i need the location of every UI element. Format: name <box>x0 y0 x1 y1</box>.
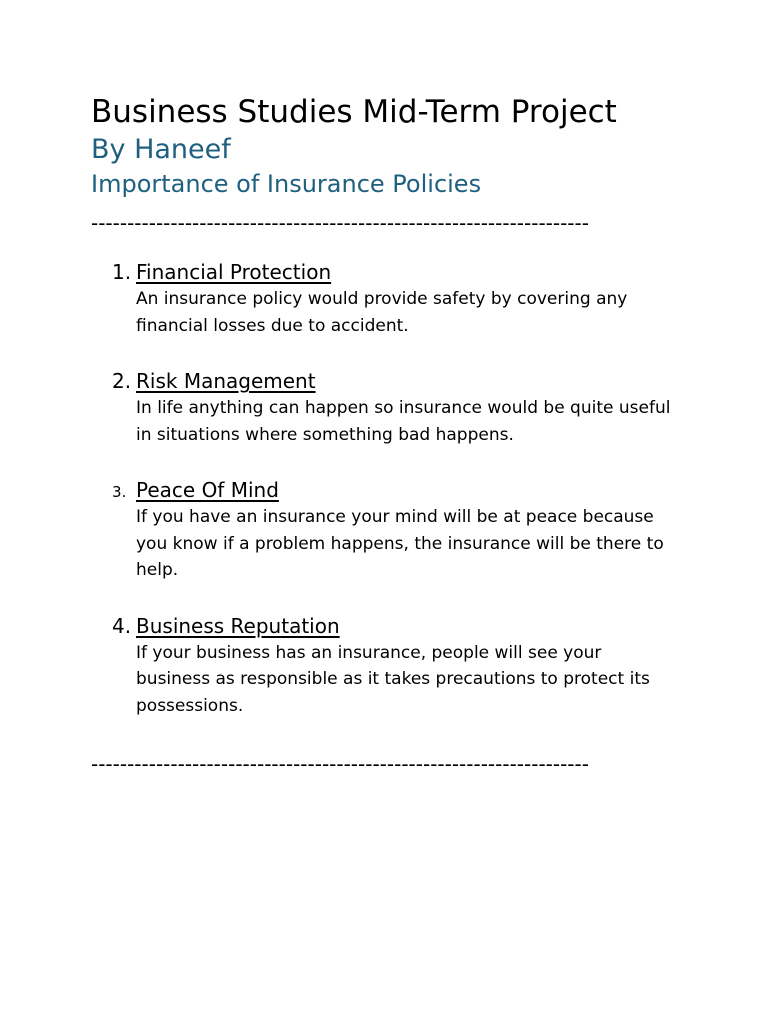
list-item-body: If you have an insurance your mind will be at peace because you know if a problem happens, the insurance will be there to help. <box>136 507 664 580</box>
list-item-number: 4. <box>112 613 132 638</box>
insurance-points-list <box>91 258 691 719</box>
document-title: Business Studies Mid-Term Project <box>91 94 617 130</box>
list-item-heading: Business Reputation <box>136 613 340 638</box>
list-item-body: If your business has an insurance, people will see your business as responsible as it takes precautions to protect its possessions. <box>136 642 650 716</box>
list-item-number: 2. <box>112 369 132 393</box>
list-item-body: In life anything can happen so insurance would be quite useful in situations where something bad happens. <box>136 398 671 445</box>
topic-heading: Importance of Insurance Policies <box>91 170 482 198</box>
divider-bottom: --------------------------------------------------------------------- <box>91 752 589 776</box>
list-item-business-reputation <box>91 612 691 720</box>
document-page <box>91 92 691 781</box>
list-item-financial-protection <box>91 258 691 339</box>
list-item-heading: Financial Protection <box>136 260 332 284</box>
list-item-body: An insurance policy would provide safety by covering any financial losses due to accident. <box>136 289 628 336</box>
divider-top: --------------------------------------------------------------------- <box>91 211 589 235</box>
list-item-heading: Risk Management <box>136 369 316 393</box>
list-item-number: 1. <box>112 260 132 284</box>
list-item-risk-management <box>91 367 691 448</box>
list-item-number: 3. <box>112 483 127 501</box>
list-item-heading: Peace Of Mind <box>136 478 279 502</box>
author-line: By Haneef <box>91 134 231 165</box>
list-item-peace-of-mind <box>91 476 691 584</box>
